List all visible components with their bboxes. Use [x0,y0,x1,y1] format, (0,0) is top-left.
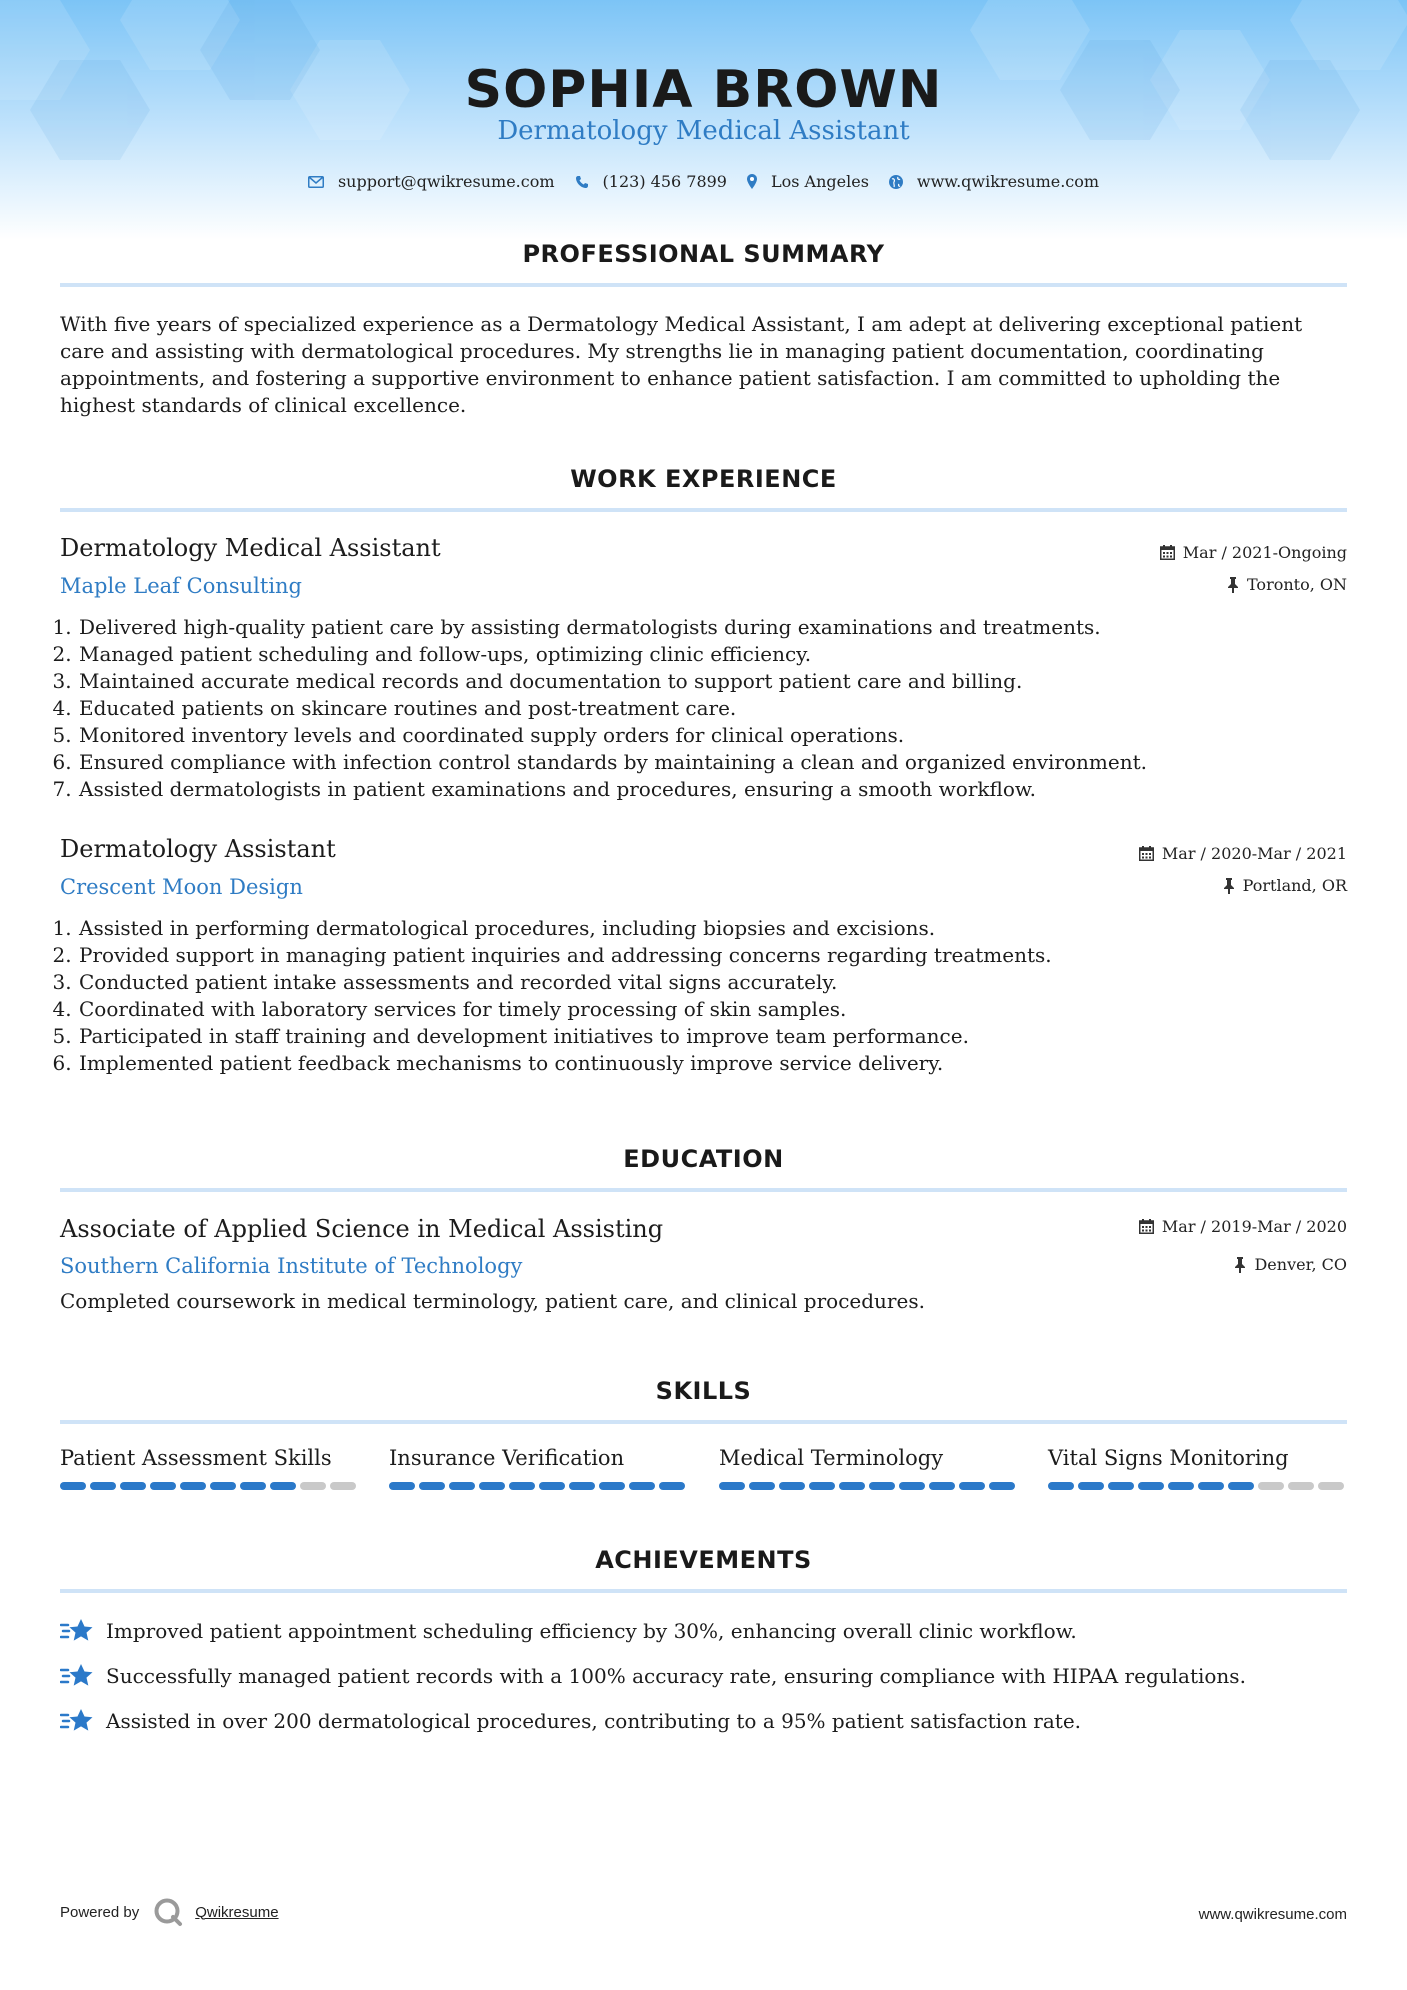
skill-item [389,1446,689,1490]
achievement-item [60,1662,1246,1690]
candidate-role: Dermatology Medical Assistant [497,116,910,146]
section-title-education: EDUCATION [623,1145,784,1173]
section-divider [60,1589,1347,1593]
contact-website[interactable] [889,172,1099,191]
section-title-skills: SKILLS [655,1377,752,1405]
achievement-text: Successfully managed patient records with a 100% accuracy rate, ensuring compliance with HIPAA regulations. [106,1664,1246,1688]
list-item: 1. Delivered high-quality patient care by assisting dermatologists during examinations and treatments. [78,614,1147,641]
skill-rating-segment [599,1482,625,1490]
envelope-icon [308,176,324,188]
skill-rating-segment [419,1482,445,1490]
achievement-item [60,1707,1081,1735]
skill-rating-segment [899,1482,925,1490]
brand-link[interactable]: Qwikresume [195,1903,279,1921]
list-item: 2. Managed patient scheduling and follow-ups, optimizing clinic efficiency. [78,641,1147,668]
skill-rating-bar [389,1482,689,1490]
skill-rating-segment [210,1482,236,1490]
summary-text: With five years of specialized experience as a Dermatology Medical Assistant, I am adept at delivering exceptional patient care and assisting with dermatological procedures. My strengths lie in managing patient documentation, coordinating appointments, and fostering a supportive environment to enhance patient satisfaction. I am committed to upholding the highest standards of clinical excellence. [60,312,1303,417]
footer-website[interactable]: www.qwikresume.com [1198,1906,1347,1923]
skill-item [60,1446,360,1490]
skill-rating-segment [389,1482,415,1490]
education-school: Southern California Institute of Technology [60,1254,523,1278]
contact-email[interactable] [308,172,555,191]
section-title-experience: WORK EXPERIENCE [570,465,837,493]
website-text: www.qwikresume.com [916,172,1100,191]
skill-rating-segment [929,1482,955,1490]
skill-rating-segment [779,1482,805,1490]
skill-rating-segment [959,1482,985,1490]
skill-rating-segment [989,1482,1015,1490]
skill-rating-segment [719,1482,745,1490]
skill-rating-segment [270,1482,296,1490]
list-item: 4. Educated patients on skincare routines and post-treatment care. [78,695,1147,722]
skill-rating-segment [1108,1482,1134,1490]
education-location-text: Denver, CO [1254,1255,1347,1274]
contact-phone[interactable] [575,172,727,191]
job-dates-text: Mar / 2020-Mar / 2021 [1161,844,1347,863]
skill-rating-segment [539,1482,565,1490]
skill-rating-segment [839,1482,865,1490]
calendar-icon [1139,846,1154,861]
section-title-achievements: ACHIEVEMENTS [595,1546,812,1574]
job-location [1223,876,1347,895]
section-divider [60,283,1347,287]
contact-location [747,172,869,191]
powered-by-label: Powered by [60,1903,140,1921]
list-item: 1. Assisted in performing dermatological procedures, including biopsies and excisions. [78,915,1052,942]
skill-rating-segment [509,1482,535,1490]
skill-rating-segment [120,1482,146,1490]
list-item: 3. Maintained accurate medical records and documentation to support patient care and billing. [78,668,1147,695]
skill-rating-segment [749,1482,775,1490]
list-item: 7. Assisted dermatologists in patient examinations and procedures, ensuring a smooth workflow. [78,776,1147,803]
list-item: 6. Implemented patient feedback mechanisms to continuously improve service delivery. [78,1050,1052,1077]
email-text: support@qwikresume.com [337,172,555,191]
pushpin-icon [1227,577,1239,593]
pushpin-icon [1223,878,1235,894]
list-item: 4. Coordinated with laboratory services for timely processing of skin samples. [78,996,1052,1023]
job-title: Dermatology Medical Assistant [60,534,441,562]
education-description: Completed coursework in medical terminology, patient care, and clinical procedures. [60,1289,925,1313]
job-bullets [55,614,1147,803]
job-dates [1160,543,1347,562]
skill-rating-segment [449,1482,475,1490]
education-location [1234,1255,1347,1274]
skill-rating-segment [1258,1482,1284,1490]
education-dates [1139,1217,1347,1236]
calendar-icon [1160,545,1175,560]
skill-label: Patient Assessment Skills [60,1446,332,1470]
skill-rating-bar [719,1482,1019,1490]
section-divider [60,1420,1347,1424]
skill-rating-segment [1048,1482,1074,1490]
skill-item [719,1446,1019,1490]
skill-rating-segment [1288,1482,1314,1490]
job-company: Crescent Moon Design [60,875,303,899]
skill-rating-segment [1198,1482,1224,1490]
skill-rating-segment [330,1482,356,1490]
skill-rating-segment [240,1482,266,1490]
section-divider [60,1188,1347,1192]
list-item: 5. Monitored inventory levels and coordinated supply orders for clinical operations. [78,722,1147,749]
skill-rating-segment [569,1482,595,1490]
skill-item [1048,1446,1348,1490]
phone-text: (123) 456 7899 [602,172,727,191]
globe-icon [889,175,903,189]
job-location [1227,575,1347,594]
skill-label: Insurance Verification [389,1446,625,1470]
map-pin-icon [747,174,757,189]
skill-rating-segment [1318,1482,1344,1490]
education-dates-text: Mar / 2019-Mar / 2020 [1161,1217,1347,1236]
skill-rating-segment [300,1482,326,1490]
skill-rating-segment [180,1482,206,1490]
skill-rating-segment [1078,1482,1104,1490]
achievement-item [60,1617,1077,1645]
skill-rating-bar [60,1482,360,1490]
job-bullets [55,915,1052,1077]
skill-rating-segment [1228,1482,1254,1490]
achievement-text: Assisted in over 200 dermatological procedures, contributing to a 95% patient satisfaction rate. [106,1709,1082,1733]
section-title-summary: PROFESSIONAL SUMMARY [522,240,885,268]
skill-rating-segment [150,1482,176,1490]
education-degree: Associate of Applied Science in Medical Assisting [60,1215,664,1243]
job-title: Dermatology Assistant [60,835,336,863]
skill-label: Medical Terminology [719,1446,944,1470]
calendar-icon [1139,1219,1154,1234]
job-location-text: Portland, OR [1242,876,1347,895]
skill-rating-segment [479,1482,505,1490]
section-divider [60,508,1347,512]
list-item: 5. Participated in staff training and development initiatives to improve team performance. [78,1023,1052,1050]
contact-bar [0,172,1407,191]
star-icon [60,1617,94,1645]
skill-label: Vital Signs Monitoring [1048,1446,1289,1470]
candidate-name: SOPHIA BROWN [464,60,943,120]
skill-rating-segment [809,1482,835,1490]
star-icon [60,1662,94,1690]
list-item: 2. Provided support in managing patient inquiries and addressing concerns regarding treatments. [78,942,1052,969]
skill-rating-segment [869,1482,895,1490]
star-icon [60,1707,94,1735]
skill-rating-segment [60,1482,86,1490]
pushpin-icon [1234,1257,1246,1273]
list-item: 6. Ensured compliance with infection control standards by maintaining a clean and organized environment. [78,749,1147,776]
skill-rating-segment [1138,1482,1164,1490]
skill-rating-segment [1168,1482,1194,1490]
achievement-text: Improved patient appointment scheduling efficiency by 30%, enhancing overall clinic workflow. [106,1619,1077,1643]
qwikresume-logo-icon [153,1897,183,1927]
phone-icon [575,175,589,189]
skill-rating-bar [1048,1482,1348,1490]
job-dates-text: Mar / 2021-Ongoing [1182,543,1347,562]
location-text: Los Angeles [770,172,869,191]
job-dates [1139,844,1347,863]
list-item: 3. Conducted patient intake assessments and recorded vital signs accurately. [78,969,1052,996]
skill-rating-segment [659,1482,685,1490]
job-location-text: Toronto, ON [1247,575,1347,594]
job-company: Maple Leaf Consulting [60,574,303,598]
footer-powered-by [60,1897,279,1927]
skill-rating-segment [90,1482,116,1490]
skill-rating-segment [629,1482,655,1490]
